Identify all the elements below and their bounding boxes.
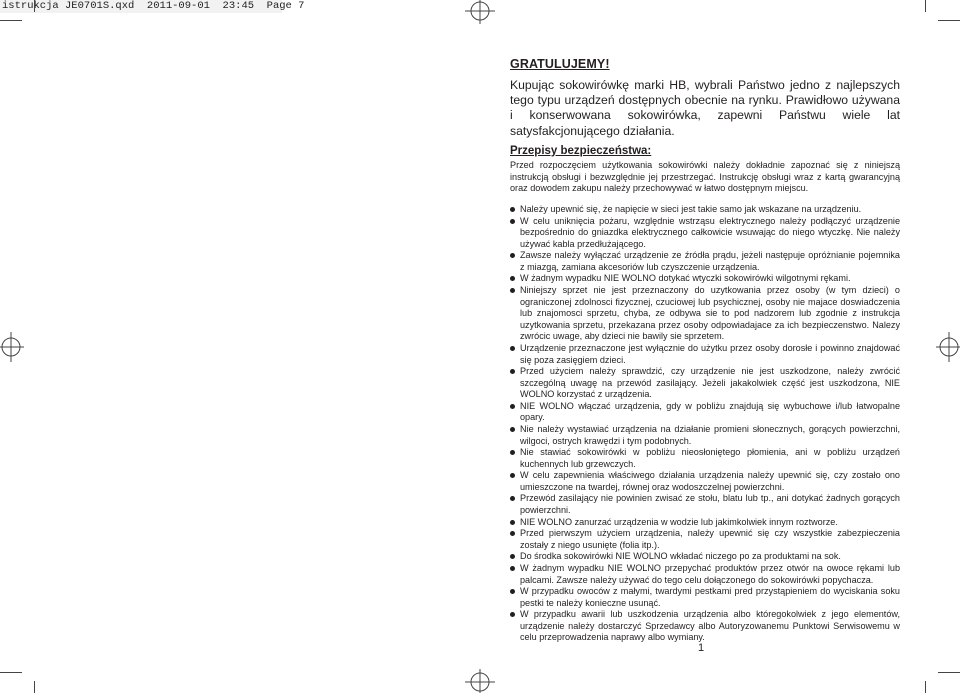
bullet-item: W przypadku owoców z małymi, twardymi pestkami pred przystąpieniem do wyciskania soku pestki te należy konieczne usunąć. [510, 586, 900, 609]
bullet-item: Przed użyciem należy sprawdzić, czy urządzenie nie jest uszkodzone, należy zwrócić szczególną uwagę na przewód zasilający. Jeżeli jakakolwiek część jest uszkodzona, NIE WOLNO korzystać z urządzenia. [510, 366, 900, 401]
bullet-item: Należy upewnić się, że napięcie w sieci jest takie samo jak wskazane na urządzeniu. [510, 204, 900, 216]
print-slug-header: istrukcja JE0701S.qxd 2011-09-01 23:45 Page 7 [2, 0, 305, 12]
bullet-item: Urządzenie przeznaczone jest wyłącznie do użytku przez osoby dorosłe i powinno znajdować się poza zasięgiem dzieci. [510, 343, 900, 366]
bullet-item: Przewód zasilający nie powinien zwisać ze stołu, blatu lub tp., ani dotykać żadnych gorących powierzchni. [510, 493, 900, 516]
bullet-item: W celu uniknięcia pożaru, względnie wstrząsu elektrycznego należy podłączyć urządzenie bezpośrednio do gniazdka elektrycznego całkowicie wsuwając do niego wtyczkę. Nie należy używać kabla przedłużającego. [510, 216, 900, 251]
bullet-item: W żadnym wypadku NIE WOLNO dotykać wtyczki sokowirówki wilgotnymi rękami. [510, 273, 900, 285]
bullet-item: Zawsze należy wyłączać urządzenie ze źródła prądu, jeżeli następuje opróżnianie pojemnika z miazgą, zamiana akcesoriów lub czyszczenie urządzenia. [510, 250, 900, 273]
page-title: GRATULUJEMY! [510, 57, 610, 71]
section-heading: Przepisy bezpieczeństwa: [510, 145, 652, 157]
bullet-item: Niniejszy sprzet nie jest przeznaczony do uzytkowania przez osoby (w tym dzieci) o ograniczonej zdolnosci fizycznej, czuciowej lub psychicznej, osoby nie majace doswiadczenia lub znajomosci sprzetu, chyba, ze odbywa sie to pod nadzorem lub zgodnie z instrukcja uzytkowania sprzetu, przekazana przez osoby odpowiadajace za ich bezpieczenstwo. Nalezy zwrócic uwage, aby dzieci nie bawily sie sprzetem. [510, 285, 900, 343]
bullet-item: NIE WOLNO zanurzać urządzenia w wodzie lub jakimkolwiek innym roztworze. [510, 517, 900, 529]
bullet-item: Do środka sokowirówki NIE WOLNO wkładać niczego po za produktami na sok. [510, 551, 900, 563]
bullet-item: Nie stawiać sokowirówki w pobliżu nieosłoniętego płomienia, ani w pobliżu urządzeń kuchennych lub grzewczych. [510, 447, 900, 470]
bullet-item: W przypadku awarii lub uszkodzenia urządzenia albo któregokolwiek z jego elementów, urządzenie należy dostarczyć Sprzedawcy albo Autoryzowanemu Punktowi Serwisowemu w celu przeprowadzenia naprawy albo wymiany. [510, 609, 900, 644]
safety-bullet-list [510, 204, 900, 644]
bullet-item: NIE WOLNO włączać urządzenia, gdy w pobliżu znajdują się wybuchowe i/lub łatwopalne opary. [510, 401, 900, 424]
bullet-item: Nie należy wystawiać urządzenia na działanie promieni słonecznych, gorących powierzchni, wilgoci, ostrych krawędzi i tym podobnych. [510, 424, 900, 447]
bullet-item: W celu zapewnienia właściwego działania urządzenia należy upewnić się, czy zostało ono umieszczone na twardej, równej oraz wodoszczelnej powierzchni. [510, 470, 900, 493]
safety-paragraph: Przed rozpoczęciem użytkowania sokowirówki należy dokładnie zapoznać się z niniejszą instrukcją obsługi i bezwzględnie jej przestrzegać. Instrukcję obsługi wraz z kartą gwarancyjną oraz dowodem zakupu należy przechowywać w łatwo dostępnym miejscu. [510, 160, 900, 194]
page-number: 1 [698, 642, 705, 654]
bullet-item: Przed pierwszym użyciem urządzenia, należy upewnić się czy wszystkie zabezpieczenia zostały z niego usunięte (folia itp.). [510, 528, 900, 551]
bullet-item: W żadnym wypadku NIE WOLNO przepychać produktów przez otwór na owoce rękami lub palcami. Zawsze należy używać do tego celu dołączonego do sokowirówki popychacza. [510, 563, 900, 586]
intro-paragraph: Kupując sokowirówkę marki HB, wybrali Państwo jedno z najlepszych tego typu urządzeń dostępnych obecnie na rynku. Prawidłowo używana i konserwowana sokowirówka, zapewni Państwu wiele lat satysfakcjonującego działania. [510, 78, 900, 138]
